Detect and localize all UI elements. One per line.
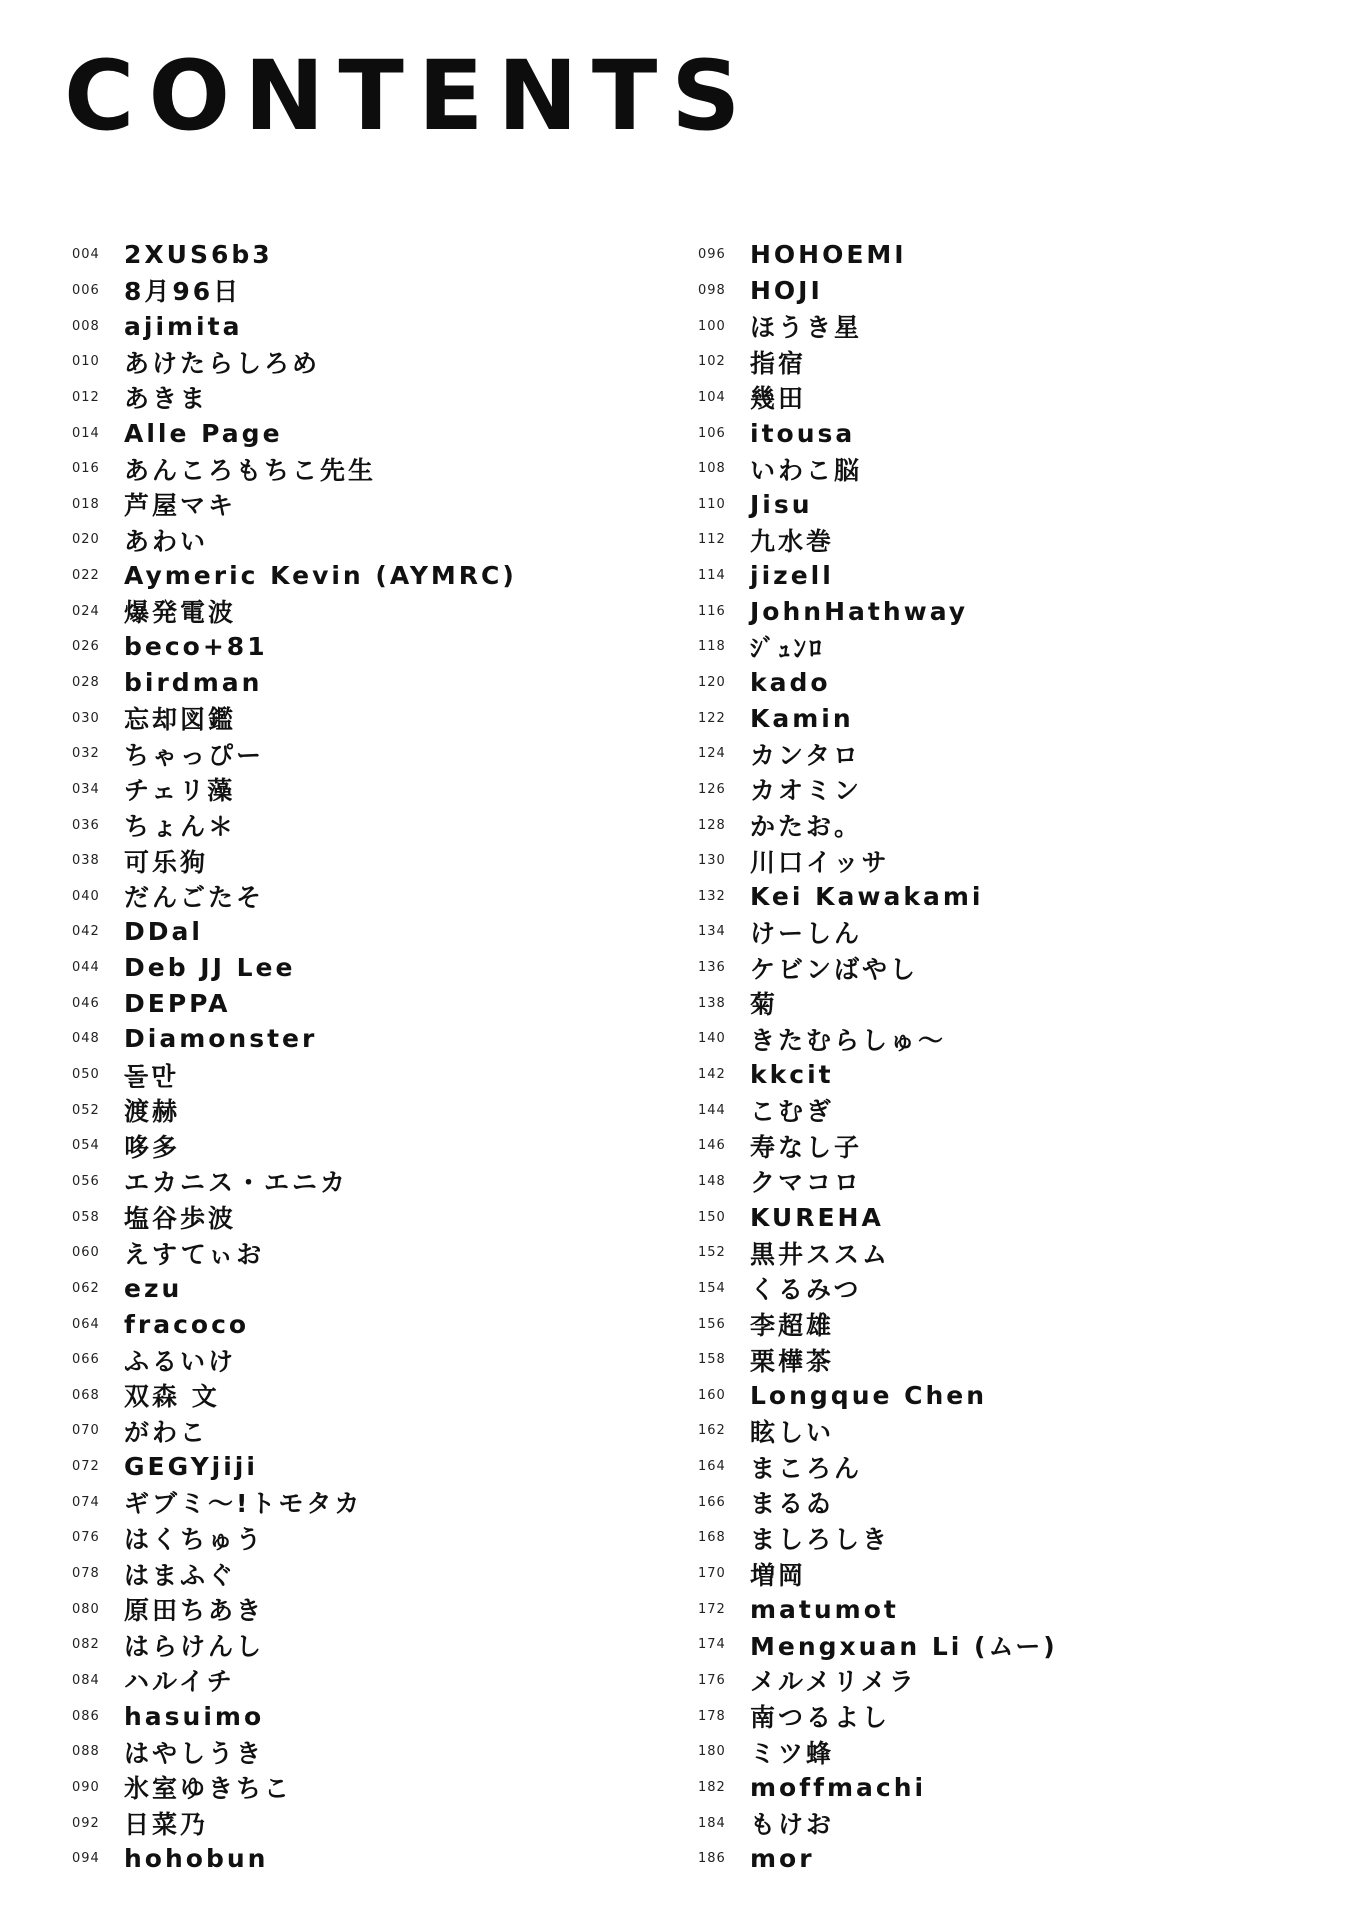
toc-entry: [698, 415, 1298, 451]
page-number: 028: [72, 675, 100, 690]
toc-entry: [698, 1520, 1298, 1556]
page-number: 080: [72, 1601, 100, 1617]
page-number: 128: [698, 817, 726, 833]
artist-name: ギブミ～!トモタカ: [124, 1489, 363, 1519]
artist-name: かたお。: [750, 812, 863, 842]
toc-entry: [698, 1698, 1298, 1734]
toc-entry: [698, 807, 1298, 843]
artist-name: HOJI: [750, 275, 823, 305]
page-number: 126: [698, 781, 726, 797]
artist-name: カオミン: [750, 776, 863, 806]
toc-entry: [72, 486, 632, 522]
artist-name: birdman: [124, 668, 263, 697]
artist-name: 寿なし子: [750, 1132, 863, 1162]
page-number: 054: [72, 1138, 100, 1154]
toc-entry: [72, 308, 632, 344]
toc-entry: [698, 380, 1298, 416]
toc-entry: [72, 415, 632, 451]
toc-entry: [72, 1378, 632, 1414]
page-number: 104: [698, 389, 726, 405]
artist-name: Alle Page: [124, 418, 283, 448]
toc-entry: [72, 807, 632, 843]
toc-entry: [698, 558, 1298, 594]
artist-name: 可乐狗: [124, 847, 209, 877]
artist-name: beco+81: [124, 632, 268, 662]
toc-entry: [698, 1734, 1298, 1770]
page-number: 040: [72, 888, 100, 904]
artist-name: 塩谷歩波: [124, 1204, 237, 1234]
page-number: 136: [698, 960, 726, 976]
artist-name: だんごたそ: [124, 883, 265, 913]
toc-entry: [698, 1057, 1298, 1093]
page-number: 138: [698, 995, 726, 1011]
artist-name: ちょん＊: [124, 812, 237, 842]
toc-entry: [698, 879, 1298, 915]
toc-entry: [72, 1663, 632, 1699]
toc-entry: [72, 558, 632, 594]
toc-entry: [698, 1271, 1298, 1307]
page-number: 046: [72, 995, 100, 1011]
page-number: 064: [72, 1316, 100, 1332]
toc-entry: [72, 914, 632, 950]
artist-name: 哆多: [124, 1132, 181, 1162]
toc-entry: [72, 985, 632, 1021]
artist-name: がわこ: [124, 1417, 209, 1447]
artist-name: 爆発電波: [124, 598, 237, 628]
page-number: 132: [698, 888, 726, 904]
page-number: 102: [698, 354, 726, 370]
artist-name: fracoco: [124, 1309, 250, 1339]
toc-entry: [698, 665, 1298, 701]
toc-entry: [698, 985, 1298, 1021]
artist-name: もけお: [750, 1810, 835, 1840]
page-number: 078: [72, 1566, 100, 1582]
artist-name: はくちゅう: [124, 1524, 265, 1554]
toc-entry: [698, 522, 1298, 558]
page-number: 114: [698, 568, 726, 584]
artist-name: ほうき星: [750, 313, 863, 343]
toc-entry: [72, 1092, 632, 1128]
page-number: 050: [72, 1067, 100, 1083]
artist-name: 돌만: [124, 1061, 179, 1091]
artist-name: ふるいけ: [124, 1346, 237, 1376]
toc-entry: [72, 451, 632, 487]
artist-name: ちゃっぴー: [124, 740, 265, 770]
page-number: 098: [698, 282, 726, 298]
page-number: 024: [72, 603, 100, 619]
toc-entry: [698, 344, 1298, 380]
page-number: 094: [72, 1851, 100, 1867]
artist-name: こむぎ: [750, 1097, 835, 1127]
page-number: 068: [72, 1387, 100, 1403]
artist-name: 李超雄: [750, 1311, 835, 1341]
toc-entry: [698, 700, 1298, 736]
page-number: 006: [72, 282, 100, 298]
page-number: 168: [698, 1530, 726, 1546]
page-number: 158: [698, 1352, 726, 1368]
page-number: 038: [72, 853, 100, 869]
page-number: 016: [72, 461, 100, 477]
artist-name: ケビンばやし: [750, 954, 919, 984]
page-number: 178: [698, 1708, 726, 1724]
artist-name: いわこ脳: [750, 455, 863, 485]
page-number: 124: [698, 746, 726, 762]
page-number: 184: [698, 1815, 726, 1831]
page-number: 150: [698, 1209, 726, 1225]
toc-right-column: [698, 237, 1298, 1876]
page-number: 014: [72, 425, 100, 441]
page-number: 010: [72, 354, 100, 370]
page-number: 062: [72, 1280, 100, 1296]
page-number: 164: [698, 1459, 726, 1475]
page-number: 036: [72, 817, 100, 833]
artist-name: あけたらしろめ: [124, 348, 321, 378]
toc-entry: [72, 1271, 632, 1307]
toc-entry: [72, 1627, 632, 1663]
toc-left-column: [72, 237, 632, 1876]
toc-entry: [698, 1663, 1298, 1699]
page-number: 110: [698, 496, 726, 512]
page-number: 066: [72, 1352, 100, 1368]
toc-entry: [72, 772, 632, 808]
artist-name: 眩しい: [750, 1417, 835, 1447]
toc-entry: [698, 1342, 1298, 1378]
page-number: 092: [72, 1815, 100, 1831]
page-number: 096: [698, 247, 726, 263]
toc-entry: [72, 1021, 632, 1057]
page-number: 140: [698, 1031, 726, 1047]
page-number: 174: [698, 1637, 726, 1653]
toc-entry: [72, 1164, 632, 1200]
toc-entry: [698, 914, 1298, 950]
artist-name: ｼﾞｭﾝﾛ: [750, 633, 825, 663]
toc-entry: [698, 772, 1298, 808]
page-number: 052: [72, 1102, 100, 1118]
page-number: 004: [72, 247, 100, 263]
artist-name: 芦屋マキ: [124, 491, 237, 521]
toc-entry: [698, 950, 1298, 986]
page-number: 074: [72, 1494, 100, 1510]
page-number: 076: [72, 1530, 100, 1546]
artist-name: moffmachi: [750, 1772, 927, 1802]
artist-name: Jisu: [750, 489, 813, 519]
page-number: 056: [72, 1173, 100, 1189]
toc-entry: [72, 843, 632, 879]
artist-name: Kei Kawakami: [750, 881, 984, 911]
toc-entry: [72, 1556, 632, 1592]
toc-entry: [72, 237, 632, 273]
toc-entry: [72, 1199, 632, 1235]
toc-entry: [72, 1734, 632, 1770]
toc-entry: [698, 1449, 1298, 1485]
artist-name: エカニス・エニカ: [124, 1168, 349, 1198]
artist-name: jizell: [750, 561, 834, 591]
artist-name: GEGYjiji: [124, 1452, 258, 1482]
artist-name: まるゐ: [750, 1489, 835, 1519]
page-number: 072: [72, 1459, 100, 1475]
toc-entry: [698, 486, 1298, 522]
page-number: 118: [698, 639, 726, 655]
page-number: 180: [698, 1744, 726, 1760]
page-number: 154: [698, 1280, 726, 1296]
page-number: 182: [698, 1779, 726, 1795]
page-number: 008: [72, 318, 100, 334]
page-number: 012: [72, 389, 100, 405]
artist-name: はやしうき: [124, 1738, 265, 1768]
toc-entry: [72, 1841, 632, 1877]
artist-name: 双森 文: [124, 1382, 220, 1412]
toc-entry: [698, 593, 1298, 629]
page-number: 100: [698, 318, 726, 334]
artist-name: DDal: [124, 917, 203, 947]
page-number: 020: [72, 532, 100, 548]
artist-name: mor: [750, 1844, 815, 1874]
toc-entry: [698, 1164, 1298, 1200]
page-number: 034: [72, 781, 100, 797]
toc-entry: [698, 308, 1298, 344]
toc-entry: [698, 1378, 1298, 1414]
page-number: 044: [72, 960, 100, 976]
toc-entry: [72, 629, 632, 665]
toc-entry: [72, 1235, 632, 1271]
page-number: 122: [698, 710, 726, 726]
artist-name: Diamonster: [124, 1024, 318, 1054]
page-title: CONTENTS: [64, 40, 755, 152]
artist-name: 渡赫: [124, 1097, 181, 1127]
artist-name: 幾田: [750, 384, 807, 414]
toc-entry: [698, 237, 1298, 273]
toc-entry: [698, 1128, 1298, 1164]
page-number: 152: [698, 1245, 726, 1261]
toc-entry: [698, 451, 1298, 487]
artist-name: 原田ちあき: [124, 1596, 265, 1626]
toc-entry: [698, 1235, 1298, 1271]
artist-name: 日菜乃: [124, 1810, 209, 1840]
artist-name: ミツ蜂: [750, 1738, 835, 1768]
page-number: 108: [698, 461, 726, 477]
toc-entry: [698, 1484, 1298, 1520]
toc-entry: [698, 1770, 1298, 1806]
toc-entry: [72, 344, 632, 380]
toc-entry: [72, 1484, 632, 1520]
artist-name: Longque Chen: [750, 1380, 988, 1410]
artist-name: kkcit: [750, 1060, 834, 1090]
toc-entry: [72, 1805, 632, 1841]
toc-entry: [698, 1556, 1298, 1592]
artist-name: チェリ藻: [124, 776, 236, 806]
artist-name: ハルイチ: [124, 1667, 235, 1697]
toc-entry: [698, 1306, 1298, 1342]
artist-name: クマコロ: [750, 1168, 863, 1198]
page-number: 120: [698, 675, 726, 690]
page-number: 186: [698, 1851, 726, 1867]
artist-name: HOHOEMI: [750, 240, 907, 270]
artist-name: 忘却図鑑: [124, 705, 237, 735]
toc-entry: [72, 665, 632, 701]
toc-entry: [698, 843, 1298, 879]
artist-name: 増岡: [750, 1560, 807, 1590]
page-number: 112: [698, 532, 726, 548]
page-number: 058: [72, 1209, 100, 1225]
artist-name: はらけんし: [124, 1631, 265, 1661]
toc-entry: [72, 593, 632, 629]
page-number: 048: [72, 1031, 100, 1047]
toc-entry: [698, 1841, 1298, 1877]
toc-entry: [72, 1520, 632, 1556]
artist-name: ましろしき: [750, 1524, 891, 1554]
page-number: 144: [698, 1102, 726, 1118]
artist-name: 南つるよし: [750, 1703, 891, 1733]
toc-entry: [72, 879, 632, 915]
toc-entry: [698, 1805, 1298, 1841]
artist-name: Kamin: [750, 703, 854, 733]
artist-name: ezu: [124, 1273, 183, 1303]
artist-name: はまふぐ: [124, 1560, 237, 1590]
toc-entry: [72, 950, 632, 986]
page-number: 166: [698, 1494, 726, 1510]
toc-entry: [72, 1342, 632, 1378]
artist-name: えすてぃお: [124, 1239, 265, 1269]
page-number: 022: [72, 568, 100, 584]
artist-name: あんころもちこ先生: [124, 455, 377, 485]
artist-name: 氷室ゆきちこ: [124, 1774, 293, 1804]
toc-entry: [72, 1413, 632, 1449]
artist-name: 九水巻: [750, 526, 835, 556]
page-number: 172: [698, 1601, 726, 1617]
artist-name: JohnHathway: [750, 596, 969, 626]
artist-name: Deb JJ Lee: [124, 953, 296, 983]
toc-entry: [698, 1021, 1298, 1057]
page-number: 170: [698, 1566, 726, 1582]
toc-entry: [72, 1306, 632, 1342]
page-number: 156: [698, 1316, 726, 1332]
toc-entry: [72, 736, 632, 772]
page-number: 088: [72, 1744, 100, 1760]
artist-name: きたむらしゅ～: [750, 1025, 947, 1055]
toc-entry: [72, 1449, 632, 1485]
page-number: 134: [698, 924, 726, 940]
artist-name: 2XUS6b3: [124, 240, 273, 270]
toc-entry: [72, 380, 632, 416]
artist-name: kado: [750, 668, 831, 697]
toc-entry: [698, 1092, 1298, 1128]
page-number: 116: [698, 603, 726, 619]
page-number: 084: [72, 1672, 100, 1688]
page-number: 162: [698, 1423, 726, 1439]
artist-name: あきま: [124, 384, 209, 414]
artist-name: 菊: [750, 990, 779, 1020]
page-number: 030: [72, 710, 100, 726]
toc-entry: [72, 273, 632, 309]
artist-name: メルメリメラ: [750, 1667, 917, 1697]
toc-entry: [72, 700, 632, 736]
page-number: 160: [698, 1387, 726, 1403]
artist-name: KUREHA: [750, 1202, 884, 1232]
page-number: 060: [72, 1245, 100, 1261]
toc-entry: [72, 1698, 632, 1734]
toc-entry: [698, 736, 1298, 772]
page-number: 142: [698, 1067, 726, 1083]
toc-entry: [72, 522, 632, 558]
artist-name: カンタロ: [750, 740, 862, 770]
page-number: 018: [72, 496, 100, 512]
artist-name: Mengxuan Li (ムー): [750, 1631, 1058, 1661]
page-number: 176: [698, 1672, 726, 1688]
toc-entry: [698, 629, 1298, 665]
artist-name: itousa: [750, 418, 856, 448]
page-number: 026: [72, 639, 100, 655]
page-number: 086: [72, 1708, 100, 1724]
page-number: 106: [698, 425, 726, 441]
artist-name: 黒井ススム: [750, 1239, 891, 1269]
page-number: 070: [72, 1423, 100, 1439]
artist-name: Aymeric Kevin (AYMRC): [124, 561, 517, 591]
artist-name: 川口イッサ: [750, 847, 890, 877]
toc-entry: [698, 1591, 1298, 1627]
toc-entry: [72, 1128, 632, 1164]
artist-name: くるみつ: [750, 1275, 862, 1305]
artist-name: hasuimo: [124, 1701, 265, 1731]
toc-entry: [72, 1770, 632, 1806]
page-number: 146: [698, 1138, 726, 1154]
artist-name: けーしん: [750, 919, 863, 948]
toc-entry: [698, 1199, 1298, 1235]
artist-name: 栗樺茶: [750, 1346, 835, 1376]
page-number: 082: [72, 1637, 100, 1653]
page-number: 090: [72, 1779, 100, 1795]
artist-name: ajimita: [124, 311, 243, 341]
artist-name: DEPPA: [124, 988, 231, 1018]
artist-name: matumot: [750, 1594, 899, 1624]
artist-name: まころん: [750, 1453, 863, 1483]
page-number: 148: [698, 1173, 726, 1189]
page-number: 032: [72, 746, 100, 762]
toc-entry: [72, 1057, 632, 1093]
artist-name: 8月96日: [124, 277, 242, 307]
page-number: 042: [72, 924, 100, 940]
artist-name: hohobun: [124, 1844, 269, 1874]
toc-entry: [698, 1627, 1298, 1663]
artist-name: あわい: [124, 526, 209, 556]
toc-entry: [698, 273, 1298, 309]
toc-entry: [698, 1413, 1298, 1449]
page-number: 130: [698, 853, 726, 869]
artist-name: 指宿: [750, 348, 807, 378]
toc-entry: [72, 1591, 632, 1627]
